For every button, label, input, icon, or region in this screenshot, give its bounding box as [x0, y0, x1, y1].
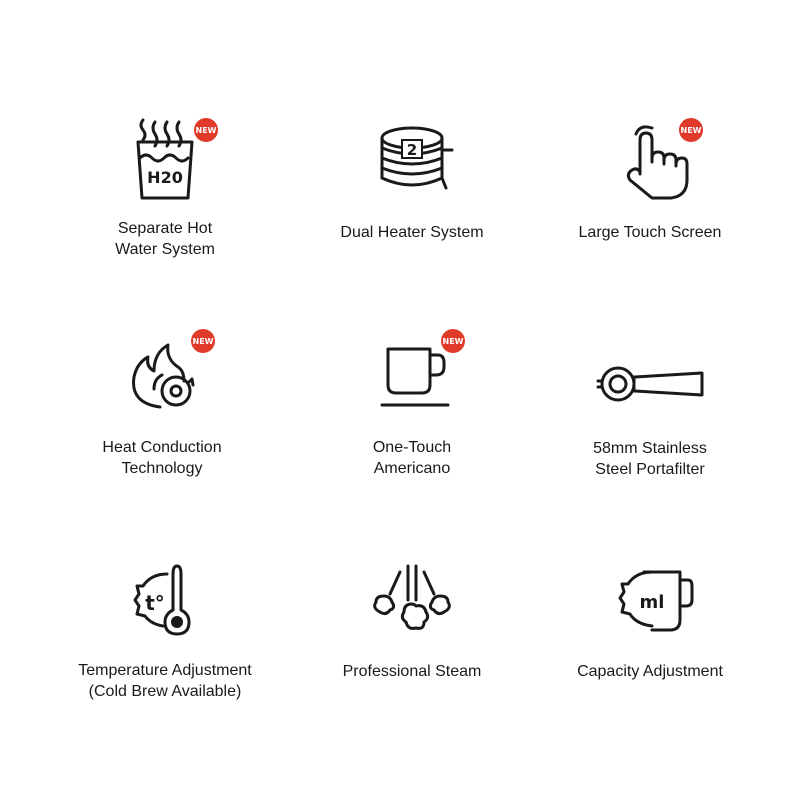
steam-icon	[352, 550, 472, 640]
new-badge: NEW	[195, 126, 217, 135]
hot-water-icon	[105, 118, 225, 208]
new-badge: NEW	[680, 126, 702, 135]
ml-text: ml	[639, 592, 665, 613]
capacity-gear-icon	[590, 550, 710, 640]
feature-label: Separate Hot Water System	[115, 220, 215, 258]
cup-icon	[352, 327, 472, 417]
feature-temperature	[55, 550, 275, 750]
new-badge: NEW	[442, 337, 464, 346]
feature-heat-conduction	[52, 327, 272, 527]
feature-touch-screen	[540, 118, 760, 318]
feature-label: One-Touch Americano	[372, 439, 452, 477]
h2o-text: H20	[147, 168, 183, 187]
heater-number: 2	[406, 141, 418, 159]
feature-label: Professional Steam	[342, 663, 482, 680]
feature-label: Temperature Adjustment (Cold Brew Available)	[78, 662, 252, 700]
feature-label: 58mm Stainless Steel Portafilter	[593, 440, 707, 478]
thermometer-gear-icon	[105, 550, 225, 640]
feature-label: Capacity Adjustment	[577, 663, 723, 680]
portafilter-icon	[590, 327, 710, 417]
feature-steam	[302, 550, 522, 750]
feature-label: Dual Heater System	[340, 224, 484, 241]
touch-hand-icon	[590, 118, 710, 208]
new-badge: NEW	[192, 337, 214, 346]
feature-label: Heat Conduction Technology	[102, 439, 222, 477]
temperature-symbol: t°	[145, 591, 165, 615]
heat-flame-icon	[102, 327, 222, 417]
feature-hot-water	[55, 118, 275, 318]
feature-capacity	[540, 550, 760, 750]
feature-portafilter	[540, 327, 760, 527]
feature-dual-heater	[302, 118, 522, 318]
feature-americano	[302, 327, 522, 527]
dual-heater-icon	[352, 118, 472, 208]
feature-label: Large Touch Screen	[578, 224, 722, 241]
